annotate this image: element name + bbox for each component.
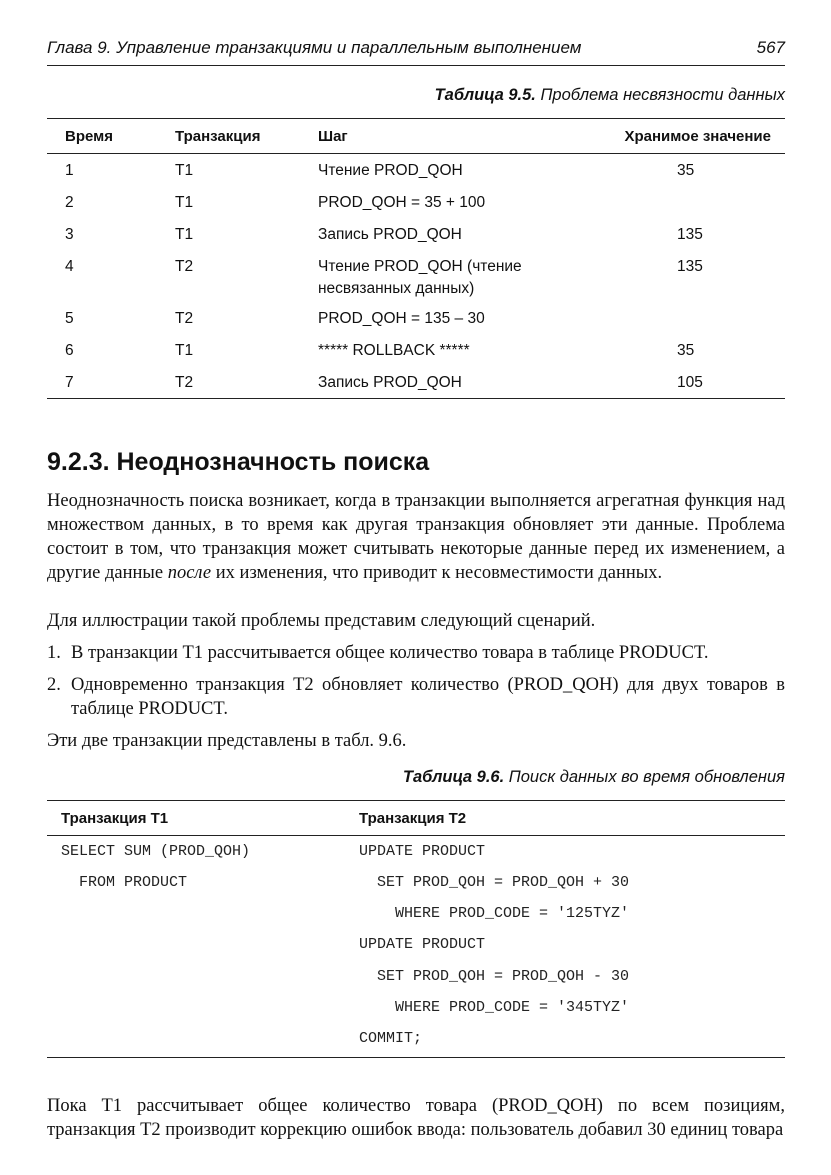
table-9-6 <box>47 800 785 1058</box>
cell-time: 3 <box>65 226 74 243</box>
table96-col-t2: Транзакция T2 <box>359 810 467 827</box>
table96-caption <box>403 768 785 787</box>
cell-step: PROD_QOH = 35 + 100 <box>318 194 486 211</box>
chapter-title: Глава 9. Управление транзакциями и параллельным выполнением <box>47 38 582 57</box>
paragraph-1-text-b: их изменения, что приводит к несовместимости данных. <box>211 563 663 583</box>
code-line-t2: UPDATE PRODUCT <box>359 843 486 860</box>
table95-col-step: Шаг <box>318 128 348 145</box>
paragraph-1-emphasis: после <box>167 563 212 583</box>
page-number: 567 <box>756 38 785 57</box>
list-number: 2. <box>47 675 61 695</box>
code-line-t2: COMMIT; <box>359 1030 423 1047</box>
cell-value: 135 <box>677 226 703 243</box>
list-text: Одновременно транзакция T2 обновляет количество (PROD_QOH) для двух товаров в таблице PRODUCT. <box>71 675 785 719</box>
table-row <box>47 250 785 302</box>
table96-caption-text: Поиск данных во время обновления <box>504 768 785 786</box>
paragraph-1-text-a: Неоднозначность поиска возникает, когда в транзакции выполняется агрегатная функция над множеством данных, в то время как другая транзакция обновляет эти данные. Проблема состоит в том, что транзакция может считывать некоторые данные перед их изменением, а другие данные <box>47 491 785 583</box>
paragraph-2: Для иллюстрации такой проблемы представим следующий сценарий. <box>47 611 596 631</box>
cell-transaction: T1 <box>175 162 194 179</box>
running-header <box>47 36 785 66</box>
table95-caption-text: Проблема несвязности данных <box>535 86 785 104</box>
code-line-t2: WHERE PROD_CODE = '345TYZ' <box>359 999 630 1016</box>
cell-time: 6 <box>65 342 74 359</box>
cell-time: 7 <box>65 374 74 391</box>
code-line-t2: SET PROD_QOH = PROD_QOH - 30 <box>359 968 630 985</box>
cell-transaction: T2 <box>175 310 194 327</box>
table95-col-time: Время <box>65 128 113 145</box>
cell-time: 1 <box>65 162 74 179</box>
table96-col-t1: Транзакция T1 <box>61 810 169 827</box>
table-row <box>47 154 785 186</box>
code-line-t1: FROM PRODUCT <box>61 874 188 891</box>
cell-transaction: T1 <box>175 226 194 243</box>
table96-caption-label: Таблица 9.6. <box>402 768 505 786</box>
code-line-t2: UPDATE PRODUCT <box>359 936 486 953</box>
cell-value: 35 <box>677 162 695 179</box>
cell-transaction: T2 <box>175 258 194 275</box>
cell-transaction: T1 <box>175 194 194 211</box>
table95-header <box>47 119 785 154</box>
list-text: В транзакции T1 рассчитывается общее количество товара в таблице PRODUCT. <box>71 643 709 663</box>
paragraph-3: Эти две транзакции представлены в табл. 9.6. <box>47 731 407 751</box>
cell-step: Чтение PROD_QOH <box>318 162 463 179</box>
list-number: 1. <box>47 643 61 663</box>
table95-caption <box>435 86 785 105</box>
paragraph-4: Пока T1 рассчитывает общее количество товара (PROD_QOH) по всем позициям, транзакция T2 производит коррекцию ошибок ввода: пользователь добавил 30 единиц товара <box>47 1096 785 1140</box>
cell-value: 135 <box>677 258 703 275</box>
code-line-t2: SET PROD_QOH = PROD_QOH + 30 <box>359 874 630 891</box>
cell-step: Чтение PROD_QOH (чтение несвязанных данных) <box>318 258 522 297</box>
table-9-5 <box>47 118 785 399</box>
table-row <box>47 334 785 366</box>
code-line-t2: WHERE PROD_CODE = '125TYZ' <box>359 905 630 922</box>
cell-value: 105 <box>677 374 703 391</box>
table-row <box>47 302 785 334</box>
table-row <box>47 218 785 250</box>
code-line-t1: SELECT SUM (PROD_QOH) <box>61 843 251 860</box>
cell-value: 35 <box>677 342 695 359</box>
cell-time: 4 <box>65 258 74 275</box>
table-row <box>47 186 785 218</box>
cell-step: Запись PROD_QOH <box>318 226 462 243</box>
cell-time: 5 <box>65 310 74 327</box>
cell-step: Запись PROD_QOH <box>318 374 462 391</box>
cell-transaction: T1 <box>175 342 194 359</box>
cell-transaction: T2 <box>175 374 194 391</box>
table95-caption-label: Таблица 9.5. <box>434 86 536 104</box>
table96-header <box>47 801 785 836</box>
table95-col-value: Хранимое значение <box>624 128 771 145</box>
section-heading: 9.2.3. Неоднозначность поиска <box>47 448 430 476</box>
paragraph-1 <box>47 489 785 585</box>
table95-col-transaction: Транзакция <box>175 128 261 145</box>
cell-time: 2 <box>65 194 74 211</box>
cell-step: ***** ROLLBACK ***** <box>318 342 470 359</box>
cell-step: PROD_QOH = 135 – 30 <box>318 310 485 327</box>
table-row <box>47 366 785 398</box>
